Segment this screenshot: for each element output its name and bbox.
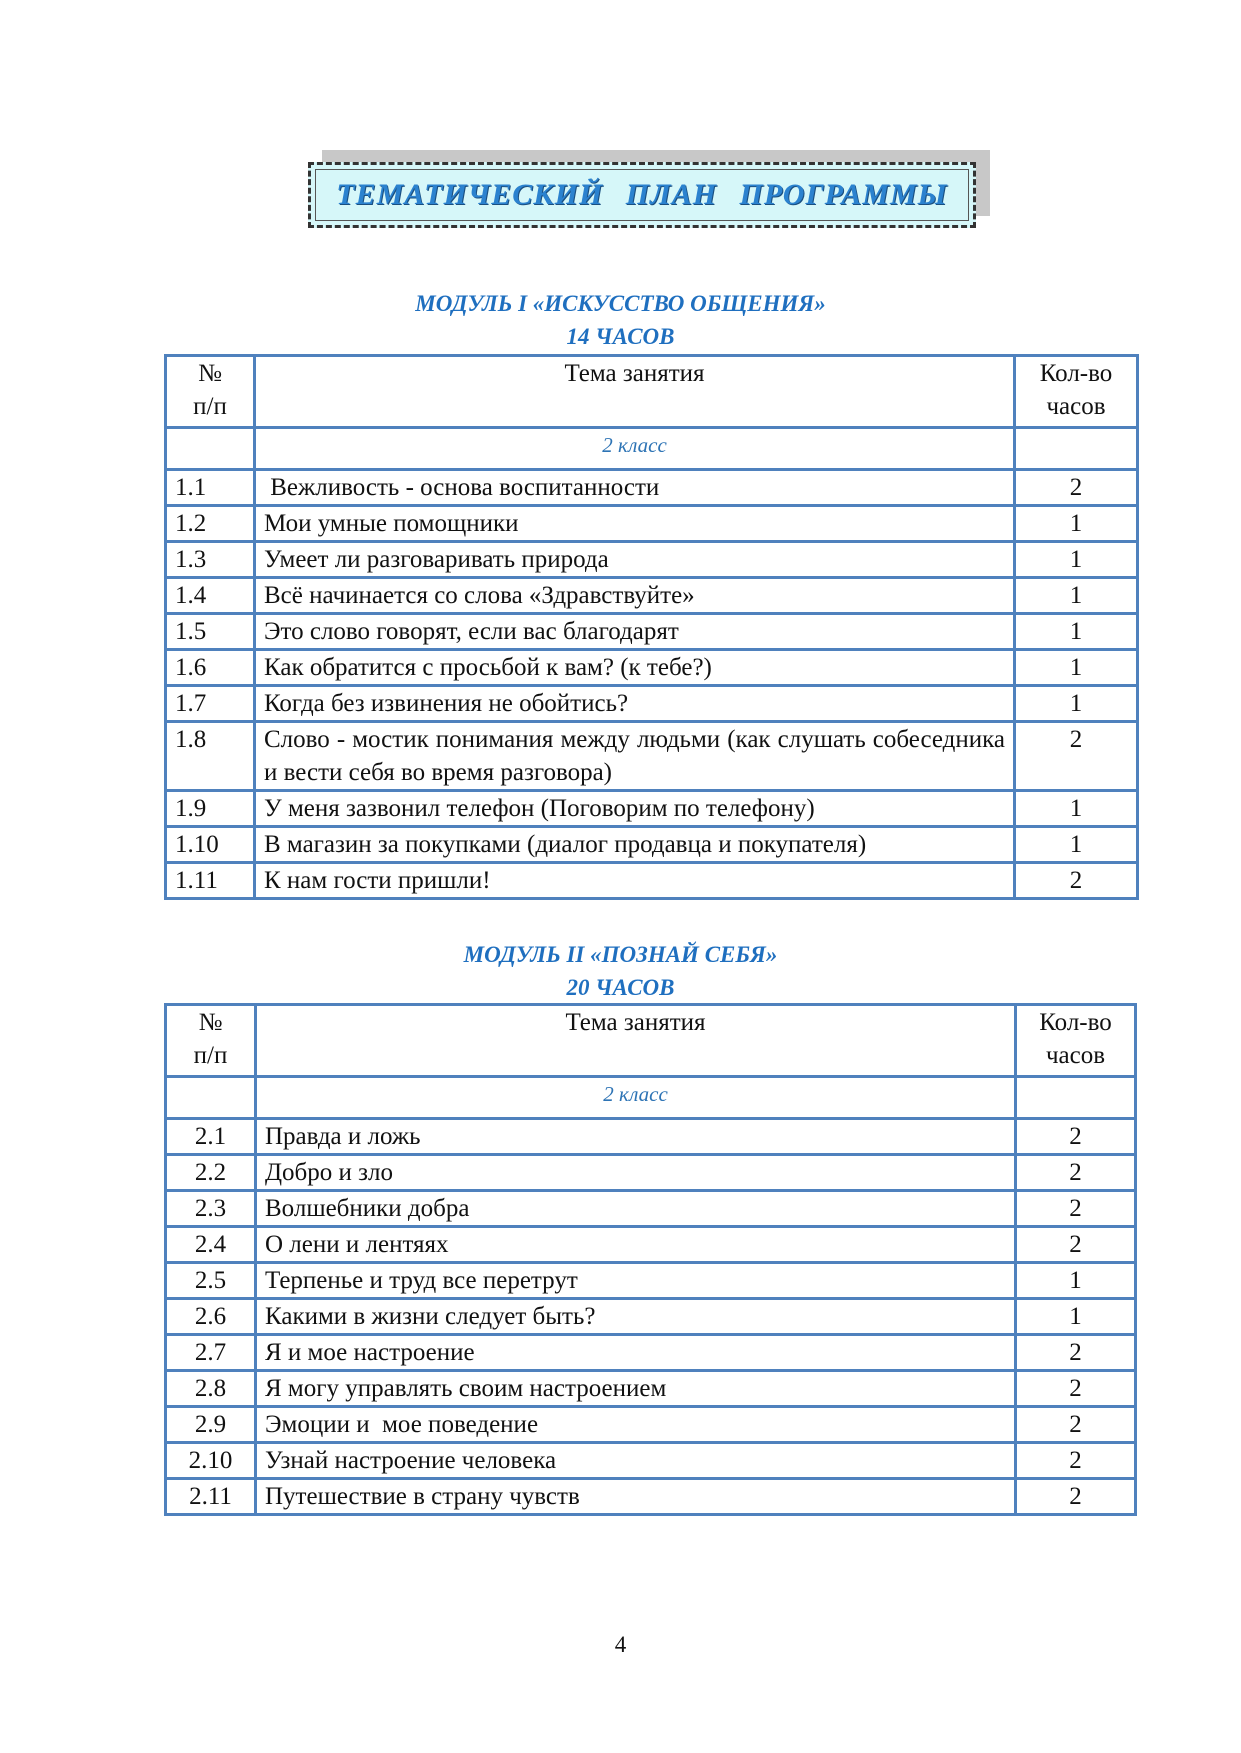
row-topic: О лени и лентяях	[256, 1227, 1016, 1263]
row-hours: 1	[1015, 686, 1138, 722]
row-topic: Добро и зло	[256, 1155, 1016, 1191]
row-number: 1.11	[166, 863, 255, 899]
row-hours: 1	[1015, 578, 1138, 614]
row-number: 1.4	[166, 578, 255, 614]
row-topic: К нам гости пришли!	[255, 863, 1015, 899]
table-row	[166, 1407, 1136, 1443]
grade-label: 2 класс	[256, 1077, 1016, 1119]
row-number: 1.10	[166, 827, 255, 863]
row-hours: 1	[1015, 791, 1138, 827]
table-row	[166, 722, 1138, 791]
row-topic: Волшебники добра	[256, 1191, 1016, 1227]
row-number: 1.2	[166, 506, 255, 542]
grade-label: 2 класс	[255, 428, 1015, 470]
row-number: 2.4	[166, 1227, 256, 1263]
table-row	[166, 1335, 1136, 1371]
table-row	[166, 1263, 1136, 1299]
page-number: 4	[614, 1632, 627, 1657]
topic-header: Тема занятия	[256, 1005, 1016, 1077]
module2-hours: 20 ЧАСОВ	[566, 975, 675, 1000]
row-topic: У меня зазвонил телефон (Поговорим по телефону)	[255, 791, 1015, 827]
row-topic: Терпенье и труд все перетрут	[256, 1263, 1016, 1299]
row-number: 1.9	[166, 791, 255, 827]
table-row	[166, 1299, 1136, 1335]
table-row	[166, 578, 1138, 614]
row-hours: 1	[1015, 542, 1138, 578]
table-row	[166, 863, 1138, 899]
page-title: ТЕМАТИЧЕСКИЙ ПЛАН ПРОГРАММЫ	[336, 178, 948, 211]
row-topic: Умеет ли разговаривать природа	[255, 542, 1015, 578]
row-topic: Узнай настроение человека	[256, 1443, 1016, 1479]
row-hours: 2	[1015, 863, 1138, 899]
table-header-row	[166, 356, 1138, 428]
num-header: № п/п	[166, 356, 255, 428]
row-hours: 2	[1016, 1191, 1136, 1227]
row-number: 2.5	[166, 1263, 256, 1299]
row-number: 2.7	[166, 1335, 256, 1371]
module1-table	[164, 354, 1139, 900]
row-hours: 1	[1016, 1299, 1136, 1335]
row-topic: Эмоции и мое поведение	[256, 1407, 1016, 1443]
row-topic: Я могу управлять своим настроением	[256, 1371, 1016, 1407]
row-hours: 2	[1015, 470, 1138, 506]
row-hours: 2	[1016, 1443, 1136, 1479]
row-topic: Как обратится с просьбой к вам? (к тебе?)	[255, 650, 1015, 686]
table-subheader-row	[166, 428, 1138, 470]
topic-header: Тема занятия	[255, 356, 1015, 428]
row-number: 2.10	[166, 1443, 256, 1479]
hours-header: Кол-во часов	[1016, 1005, 1136, 1077]
row-topic: Я и мое настроение	[256, 1335, 1016, 1371]
row-topic: Вежливость - основа воспитанности	[255, 470, 1015, 506]
row-number: 1.7	[166, 686, 255, 722]
table-row	[166, 1155, 1136, 1191]
table-subheader-row	[166, 1077, 1136, 1119]
row-hours: 1	[1016, 1263, 1136, 1299]
row-number: 2.2	[166, 1155, 256, 1191]
table-row	[166, 827, 1138, 863]
row-hours: 2	[1016, 1407, 1136, 1443]
row-hours: 2	[1016, 1371, 1136, 1407]
table-row	[166, 470, 1138, 506]
table-row	[166, 1227, 1136, 1263]
module2-heading	[0, 938, 1241, 1004]
row-hours: 2	[1016, 1335, 1136, 1371]
row-number: 2.3	[166, 1191, 256, 1227]
table-row	[166, 1443, 1136, 1479]
row-topic: Слово - мостик понимания между людьми (как слушать собеседника и вести себя во время разговора)	[255, 722, 1015, 791]
row-hours: 1	[1015, 650, 1138, 686]
row-topic: Мои умные помощники	[255, 506, 1015, 542]
row-hours: 1	[1015, 506, 1138, 542]
row-number: 1.3	[166, 542, 255, 578]
row-hours: 2	[1016, 1227, 1136, 1263]
row-hours: 2	[1016, 1119, 1136, 1155]
title-banner	[308, 162, 976, 228]
table-row	[166, 1191, 1136, 1227]
row-number: 2.11	[166, 1479, 256, 1515]
module2-table	[164, 1003, 1137, 1516]
row-hours: 2	[1015, 722, 1138, 791]
row-number: 1.6	[166, 650, 255, 686]
table-header-row	[166, 1005, 1136, 1077]
row-number: 2.9	[166, 1407, 256, 1443]
table-row	[166, 791, 1138, 827]
hours-header: Кол-во часов	[1015, 356, 1138, 428]
row-hours: 2	[1016, 1155, 1136, 1191]
num-header: № п/п	[166, 1005, 256, 1077]
row-number: 2.8	[166, 1371, 256, 1407]
table-row	[166, 1479, 1136, 1515]
row-topic: Когда без извинения не обойтись?	[255, 686, 1015, 722]
table-row	[166, 650, 1138, 686]
table-row	[166, 686, 1138, 722]
module2-title: МОДУЛЬ II «ПОЗНАЙ СЕБЯ»	[463, 942, 778, 967]
table-row	[166, 1119, 1136, 1155]
row-topic: Это слово говорят, если вас благодарят	[255, 614, 1015, 650]
row-topic: Путешествие в страну чувств	[256, 1479, 1016, 1515]
row-number: 1.8	[166, 722, 255, 791]
row-hours: 1	[1015, 827, 1138, 863]
row-hours: 1	[1015, 614, 1138, 650]
row-number: 2.6	[166, 1299, 256, 1335]
row-topic: Какими в жизни следует быть?	[256, 1299, 1016, 1335]
table-row	[166, 1371, 1136, 1407]
row-number: 1.1	[166, 470, 255, 506]
row-topic: Правда и ложь	[256, 1119, 1016, 1155]
table-row	[166, 542, 1138, 578]
table-row	[166, 614, 1138, 650]
module1-title: МОДУЛЬ I «ИСКУССТВО ОБЩЕНИЯ»	[415, 291, 826, 316]
module1-hours: 14 ЧАСОВ	[566, 324, 675, 349]
row-number: 1.5	[166, 614, 255, 650]
row-topic: Всё начинается со слова «Здравствуйте»	[255, 578, 1015, 614]
table-row	[166, 506, 1138, 542]
row-hours: 2	[1016, 1479, 1136, 1515]
row-topic: В магазин за покупками (диалог продавца и покупателя)	[255, 827, 1015, 863]
row-number: 2.1	[166, 1119, 256, 1155]
module1-heading	[0, 287, 1241, 353]
